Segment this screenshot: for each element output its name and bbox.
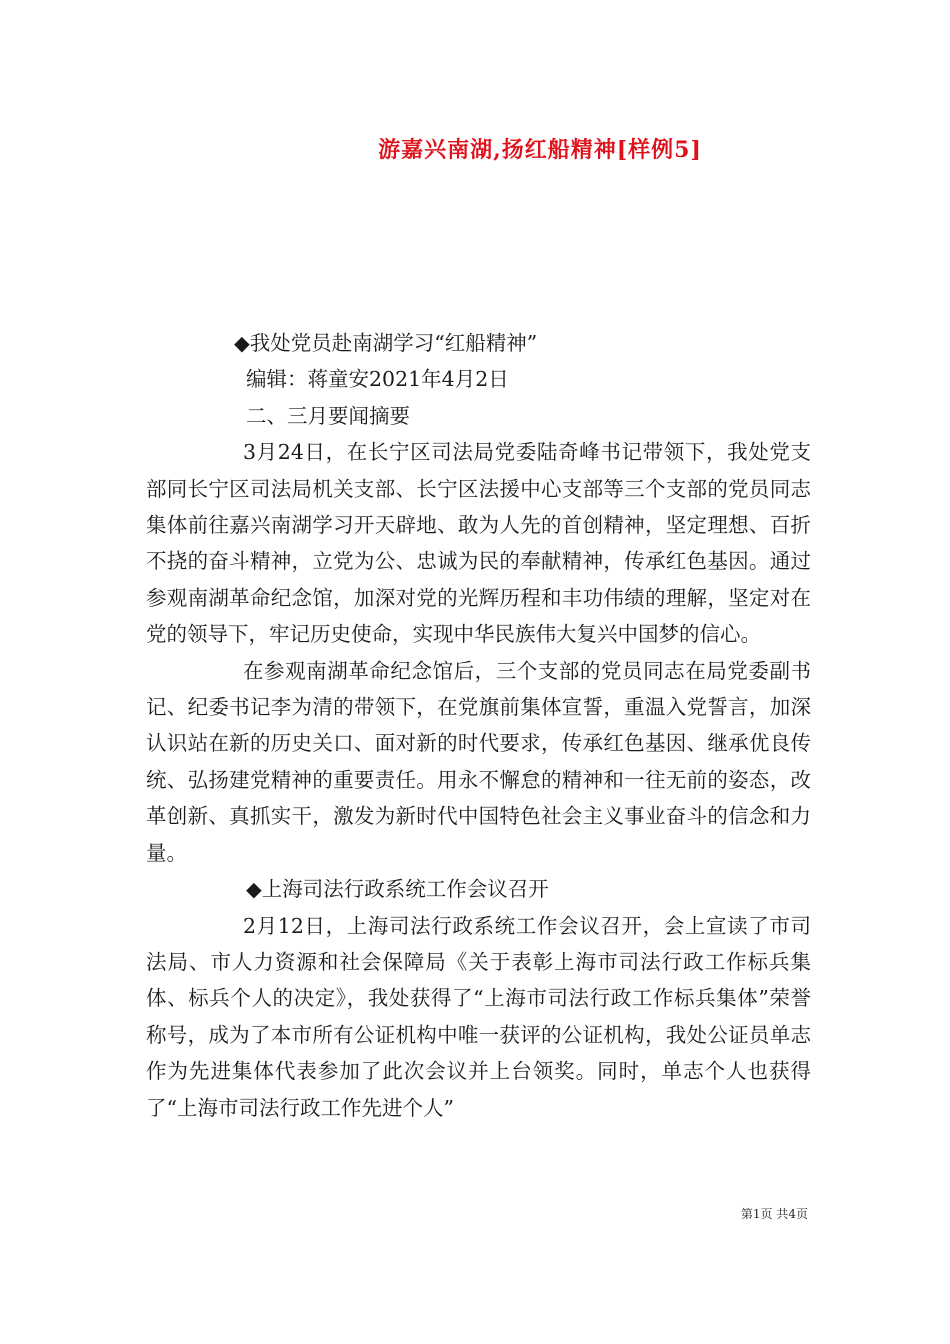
paragraph-oath: 在参观南湖革命纪念馆后，三个支部的党员同志在局党委副书记、纪委书记李为清的带领下，在党旗前集体宣誓，重温入党誓言，加深认识站在新的历史关口、面对新的时代要求，传承红色基因、继承优良传统、弘扬建党精神的重要责任。用永不懈怠的精神和一往无前的姿态，改革创新、真抓实干，激发为新时代中国特色社会主义事业奋斗的信念和力量。 bbox=[146, 658, 811, 865]
news-heading-work-meeting: ◆上海司法行政系统工作会议召开 bbox=[246, 877, 549, 902]
paragraph-work-meeting: 2月12日，上海司法行政系统工作会议召开，会上宣读了市司法局、市人力资源和社会保障局《关于表彰上海市司法行政工作标兵集体、标兵个人的决定》，我处获得了“上海市司法行政工作标兵集体”荣誉称号，成为了本市所有公证机构中唯一获评的公证机构，我处公证员单志作为先进集体代表参加了此次会议并上台领奖。同时，单志个人也获得了“上海市司法行政工作先进个人” bbox=[146, 913, 811, 1120]
news-heading-red-boat: ◆我处党员赴南湖学习“红船精神” bbox=[234, 331, 538, 355]
paragraph-nanhu-visit: 3月24日，在长宁区司法局党委陆奇峰书记带领下，我处党支部同长宁区司法局机关支部、长宁区法援中心支部等三个支部的党员同志集体前往嘉兴南湖学习开天辟地、敢为人先的首创精神，坚定理想、百折不挠的奋斗精神，立党为公、忠诚为民的奉献精神，传承红色基因。通过参观南湖革命纪念馆，加深对党的光辉历程和丰功伟绩的理解，坚定对在党的领导下，牢记历史使命，实现中华民族伟大复兴中国梦的信心。 bbox=[146, 440, 811, 647]
section-heading: 二、三月要闻摘要 bbox=[246, 403, 410, 428]
editor-line: 编辑：蒋童安2021年4月2日 bbox=[246, 367, 509, 392]
page-number-footer: 第1页 共4页 bbox=[740, 1207, 808, 1221]
document-title: 游嘉兴南湖,扬红船精神[样例5] bbox=[378, 137, 702, 163]
document-body bbox=[146, 325, 811, 1126]
